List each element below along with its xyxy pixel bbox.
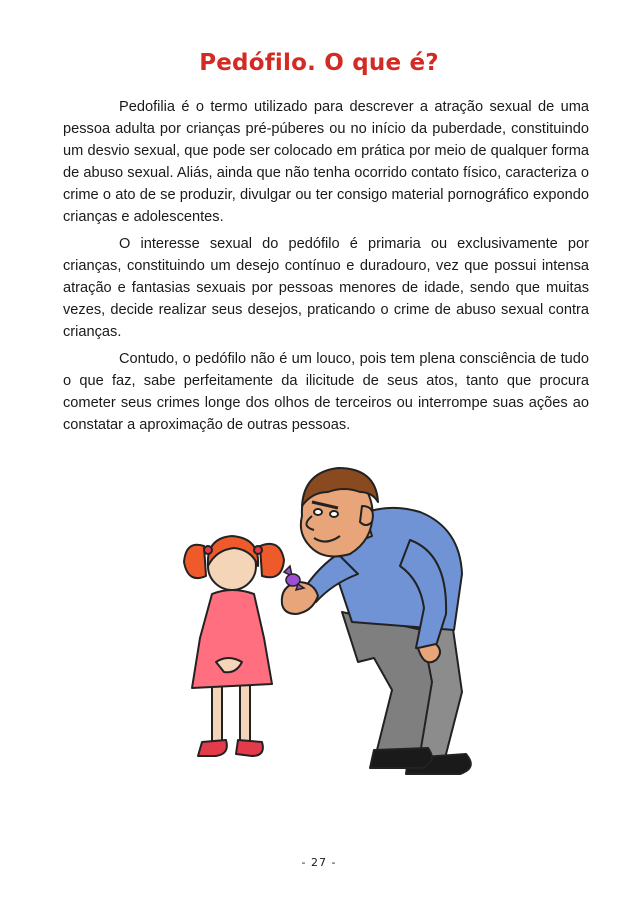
- paragraph: O interesse sexual do pedófilo é primaria ou exclusivamente por crianças, constituindo um desejo contínuo e duradouro, vez que possui intensa atração e fantasias sexuais por pessoas menores de idade, sendo que muitas vezes, decide realizar seus desejos, praticando o crime de abuso sexual contra crianças.: [63, 236, 589, 340]
- illustration: [162, 462, 492, 782]
- page-title: Pedófilo. O que é?: [199, 50, 439, 76]
- man-figure: [282, 468, 471, 774]
- girl-figure: [184, 536, 284, 756]
- paragraph: Pedofilia é o termo utilizado para descrever a atração sexual de uma pessoa adulta por crianças pré-púberes ou no início da puberdade, constituindo um desvio sexual, que pode ser colocado em prática por meio de qualquer forma de abuso sexual. Aliás, ainda que não tenha ocorrido contato físico, caracteriza o crime o ato de se produzir, divulgar ou ter consigo material pornográfico expondo crianças e adolescentes.: [63, 99, 589, 225]
- body-text: [63, 96, 589, 441]
- page-number: - 27 -: [301, 856, 337, 869]
- paragraph: Contudo, o pedófilo não é um louco, pois tem plena consciência de tudo o que faz, sabe perfeitamente da ilicitude de seus atos, tanto que procura cometer seus crimes longe dos olhos de terceiros ou interrompe suas ações ao constatar a aproximação de outras pessoas.: [63, 351, 589, 433]
